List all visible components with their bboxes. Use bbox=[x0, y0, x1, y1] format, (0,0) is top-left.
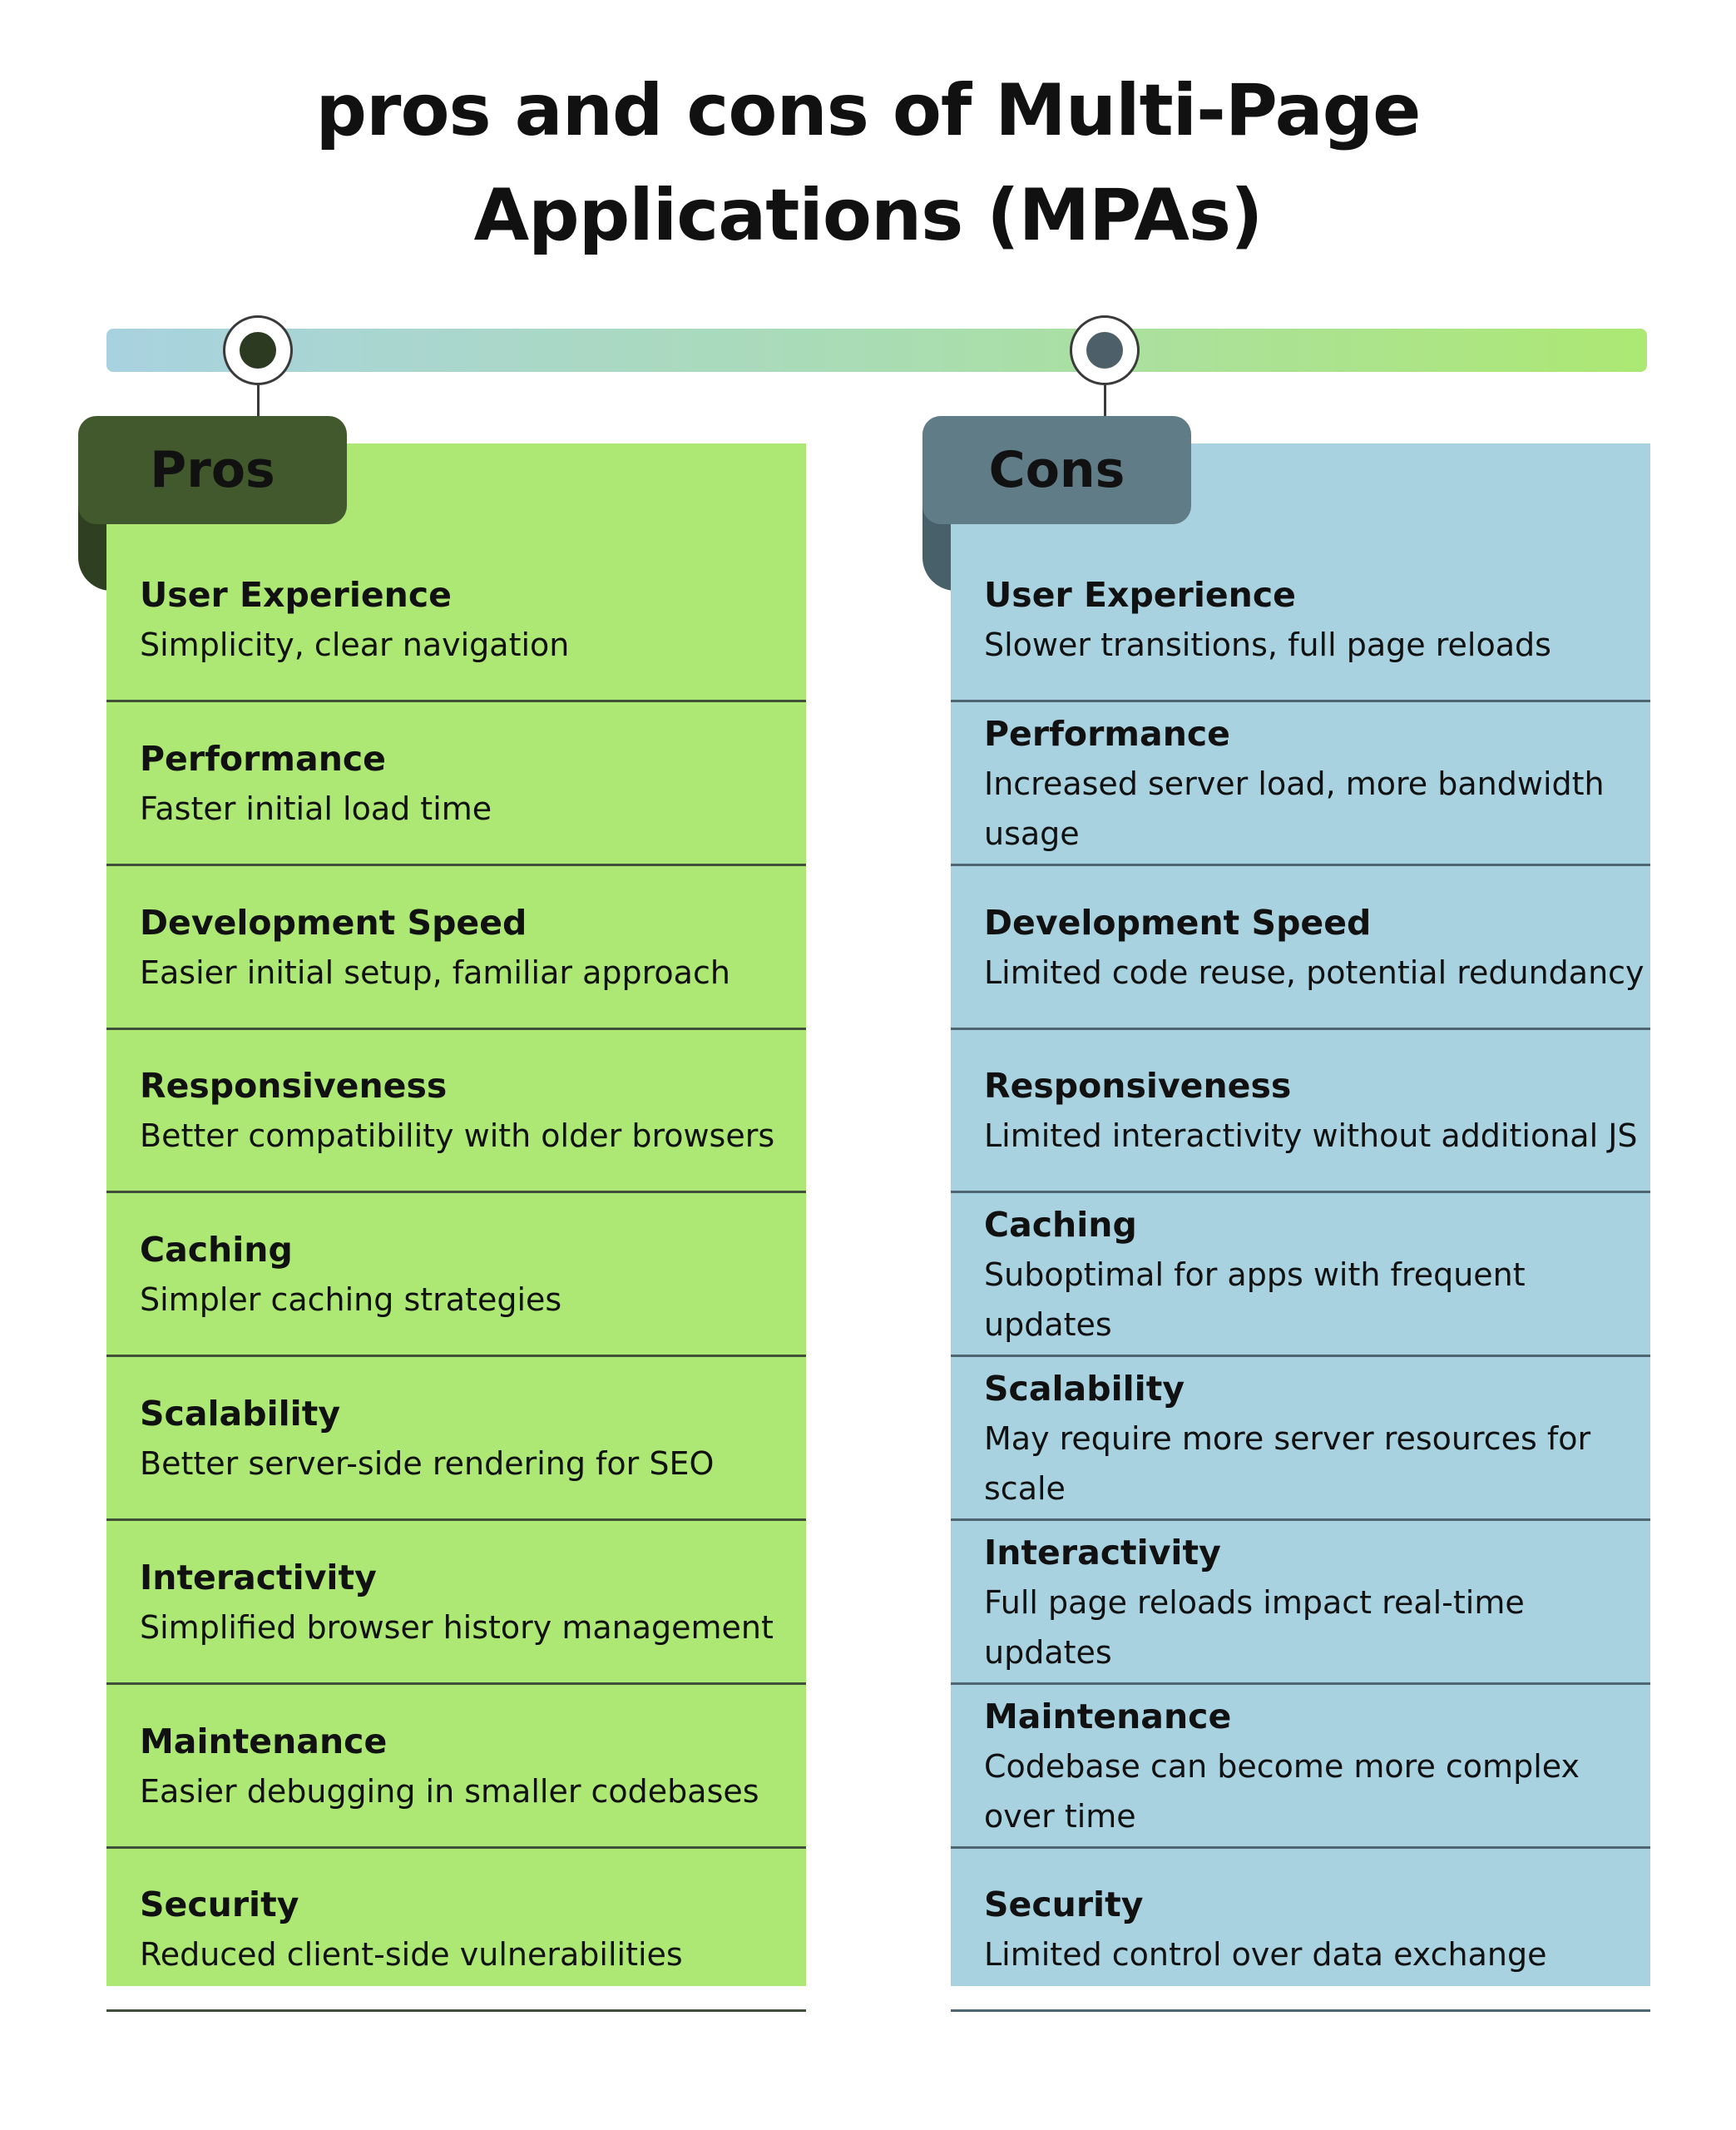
pros-marker-icon bbox=[223, 315, 293, 385]
pros-row bbox=[106, 867, 806, 1030]
cons-row bbox=[951, 703, 1650, 866]
pros-row bbox=[106, 1030, 806, 1193]
cons-row-heading: Interactivity bbox=[984, 1532, 1221, 1573]
pros-row-description: Easier debugging in smaller codebases bbox=[140, 1772, 759, 1810]
cons-row bbox=[951, 539, 1650, 702]
pros-row-heading: Interactivity bbox=[140, 1557, 377, 1598]
cons-row-heading: User Experience bbox=[984, 574, 1296, 615]
pros-row bbox=[106, 1358, 806, 1521]
pros-row bbox=[106, 1849, 806, 2012]
cons-row-description: Increased server load, more bandwidth usage bbox=[984, 765, 1605, 852]
cons-row bbox=[951, 1686, 1650, 1849]
pros-row-description: Faster initial load time bbox=[140, 790, 492, 827]
pros-row-heading: Maintenance bbox=[140, 1721, 388, 1761]
cons-row-description: Full page reloads impact real-time updates bbox=[984, 1583, 1525, 1671]
cons-row-heading: Caching bbox=[984, 1204, 1137, 1245]
cons-row bbox=[951, 1849, 1650, 2012]
cons-row-description: Slower transitions, full page reloads bbox=[984, 626, 1551, 663]
pros-row bbox=[106, 1522, 806, 1685]
cons-row bbox=[951, 1194, 1650, 1357]
pros-row-heading: Responsiveness bbox=[140, 1065, 448, 1106]
pros-row-heading: Caching bbox=[140, 1229, 293, 1270]
pros-row-description: Better server-side rendering for SEO bbox=[140, 1444, 715, 1482]
cons-row-description: Suboptimal for apps with frequent updates bbox=[984, 1256, 1526, 1343]
pros-row-description: Simplicity, clear navigation bbox=[140, 626, 570, 663]
pros-row-heading: Development Speed bbox=[140, 902, 527, 943]
pros-row bbox=[106, 1194, 806, 1357]
cons-column bbox=[951, 443, 1650, 1986]
timeline-bar bbox=[106, 329, 1647, 372]
pros-row-heading: Performance bbox=[140, 738, 386, 779]
cons-tab-label: Cons bbox=[988, 441, 1125, 499]
cons-row-heading: Security bbox=[984, 1884, 1144, 1924]
pros-column bbox=[106, 443, 806, 1986]
cons-row-heading: Performance bbox=[984, 713, 1230, 754]
cons-row-description: Codebase can become more complex over time bbox=[984, 1747, 1580, 1835]
pros-tab-label: Pros bbox=[150, 441, 275, 499]
cons-row-description: May require more server resources for scale bbox=[984, 1419, 1591, 1507]
pros-row-description: Simpler caching strategies bbox=[140, 1280, 562, 1318]
cons-row bbox=[951, 1358, 1650, 1521]
cons-row-description: Limited control over data exchange bbox=[984, 1935, 1547, 1973]
pros-row bbox=[106, 703, 806, 866]
cons-row-description: Limited code reuse, potential redundancy bbox=[984, 954, 1645, 991]
pros-tab bbox=[78, 416, 347, 524]
cons-row bbox=[951, 1522, 1650, 1685]
cons-row-heading: Development Speed bbox=[984, 902, 1372, 943]
cons-tab bbox=[922, 416, 1191, 524]
pros-row-heading: User Experience bbox=[140, 574, 452, 615]
cons-row-heading: Scalability bbox=[984, 1368, 1185, 1409]
pros-marker-dot bbox=[240, 332, 276, 369]
pros-row-description: Better compatibility with older browsers bbox=[140, 1117, 775, 1154]
pros-row bbox=[106, 539, 806, 702]
cons-row-description: Limited interactivity without additional JS bbox=[984, 1117, 1638, 1154]
page-title-line-1: pros and cons of Multi-Page bbox=[315, 69, 1421, 152]
pros-row-description: Simplified browser history management bbox=[140, 1608, 774, 1646]
pros-row bbox=[106, 1686, 806, 1849]
pros-row-heading: Scalability bbox=[140, 1393, 341, 1434]
pros-row-description: Reduced client-side vulnerabilities bbox=[140, 1935, 683, 1973]
cons-marker-dot bbox=[1086, 332, 1123, 369]
cons-row-heading: Responsiveness bbox=[984, 1065, 1292, 1106]
cons-row-heading: Maintenance bbox=[984, 1696, 1232, 1736]
pros-row-description: Easier initial setup, familiar approach bbox=[140, 954, 730, 991]
cons-row bbox=[951, 867, 1650, 1030]
pros-row-heading: Security bbox=[140, 1884, 299, 1924]
cons-marker-icon bbox=[1070, 315, 1140, 385]
cons-row bbox=[951, 1030, 1650, 1193]
page-title-line-2: Applications (MPAs) bbox=[473, 174, 1263, 257]
page-title bbox=[0, 58, 1736, 268]
